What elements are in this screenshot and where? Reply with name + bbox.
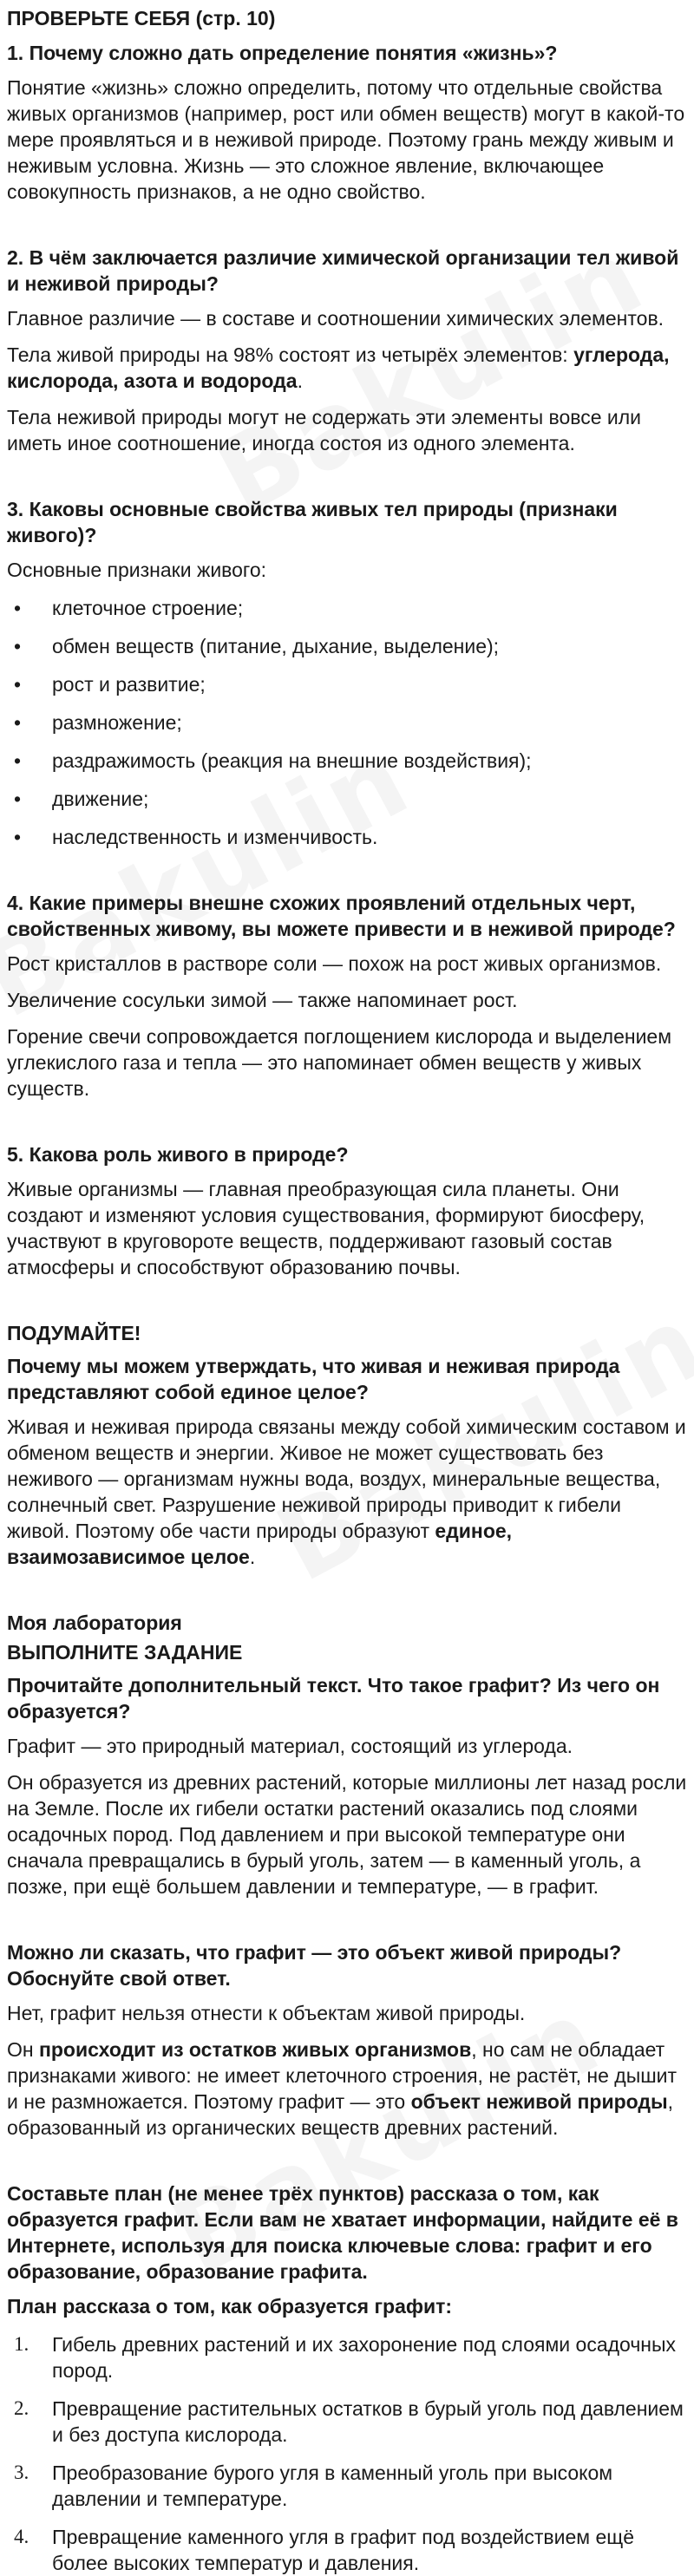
task-2-question: Можно ли сказать, что графит — это объект живой природы? Обоснуйте свой ответ.: [7, 1941, 622, 1990]
think-answer: [7, 1414, 687, 1570]
bold-text: происходит из остатков живых организмов: [38, 2038, 472, 2061]
task-2-answer-p2: [7, 2037, 687, 2141]
task-2-answer-p1: Нет, графит нельзя отнести к объектам живой природы.: [7, 2002, 526, 2024]
task-1-answer-p1: Графит — это природный материал, состоящий из углерода.: [7, 1735, 573, 1757]
list-item: • наследственность и изменчивость.: [7, 824, 687, 850]
signs-list: [7, 595, 687, 850]
task-3-question: Составьте план (не менее трёх пунктов) рассказа о том, как образуется графит. Если вам не хватает информации, найдите её в Интернете, используя для поиска ключевые слова: графит и его образование, образование графита.: [7, 2182, 678, 2283]
question-5: [7, 1141, 687, 1280]
text: Живая и неживая природа связаны между собой химическим составом и обменом веществ и энергии. Живое не может существовать без неживого — организмам нужны вода, воздух, минеральные вещества, солнечный свет. Разрушение неживой природы приводит к гибели живой. Поэтому обе части природы образуют: [7, 1415, 686, 1542]
list-text: Превращение каменного угля в графит под воздействием ещё более высоких температур и давления.: [52, 2526, 634, 2574]
question-3-title: 3. Каковы основные свойства живых тел природы (признаки живого)?: [7, 498, 618, 546]
plan-heading: План рассказа о том, как образуется графит:: [7, 2295, 453, 2318]
list-item: [7, 2524, 687, 2576]
text: , образованный из органических веществ древних растений.: [7, 2090, 674, 2139]
question-2: [7, 245, 687, 456]
question-2-answer-p3: Тела неживой природы могут не содержать эти элементы вовсе или иметь иное соотношение, иногда состоя из одного элемента.: [7, 406, 642, 454]
lab-heading: Моя лаборатория: [7, 1612, 182, 1634]
question-2-answer-p2: [7, 342, 687, 394]
list-text: Превращение растительных остатков в бурый уголь под давлением и без доступа кислорода.: [52, 2397, 684, 2446]
list-item: • клеточное строение;: [7, 595, 687, 621]
list-number: 2.: [14, 2397, 29, 2419]
list-number: 1.: [14, 2333, 29, 2355]
think-question: Почему мы можем утверждать, что живая и неживая природа представляют собой единое целое?: [7, 1355, 620, 1403]
question-4-answer-p2: Увеличение сосульки зимой — также напоминает рост.: [7, 989, 518, 1011]
list-item: • раздражимость (реакция на внешние воздействия);: [7, 748, 687, 774]
text: .: [249, 1546, 256, 1568]
question-3-intro: Основные признаки живого:: [7, 559, 266, 581]
task-3: [7, 2180, 687, 2576]
lab-section: [7, 1610, 687, 2576]
question-5-answer: Живые организмы — главная преобразующая сила планеты. Они создают и изменяют условия существования, формируют биосферу, участвуют в круговороте веществ, поддерживают газовый состав атмосферы и способствуют образованию почвы.: [7, 1178, 645, 1278]
task-heading: ВЫПОЛНИТЕ ЗАДАНИЕ: [7, 1641, 243, 1664]
list-item: [7, 2460, 687, 2512]
question-1-title: 1. Почему сложно дать определение понятия «жизнь»?: [7, 42, 558, 64]
question-2-title: 2. В чём заключается различие химической организации тел живой и неживой природы?: [7, 246, 679, 295]
text: Тела живой природы на 98% состоят из четырёх элементов:: [7, 343, 574, 366]
question-2-answer-p1: Главное различие — в составе и соотношении химических элементов.: [7, 307, 665, 330]
question-3: [7, 496, 687, 850]
question-4-answer-p1: Рост кристаллов в растворе соли — похож на рост живых организмов.: [7, 952, 662, 975]
task-1-answer-p2: Он образуется из древних растений, которые миллионы лет назад росли на Земле. После их гибели остатки растений оказались под слоями осадочных пород. Под давлением и при высокой температуре они сначала превращались в бурый уголь, затем — в каменный уголь, а позже, при ещё большем давлении и температуре, — в графит.: [7, 1771, 687, 1898]
question-4-answer-p3: Горение свечи сопровождается поглощением кислорода и выделением углекислого газа и тепла — это напоминает обмен веществ у живых существ.: [7, 1025, 672, 1100]
question-4-title: 4. Какие примеры внешне схожих проявлений отдельных черт, свойственных живому, вы можете привести и в неживой природе?: [7, 892, 676, 940]
question-4: [7, 890, 687, 1102]
list-text: Преобразование бурого угля в каменный уголь при высоком давлении и температуре.: [52, 2462, 613, 2510]
question-5-title: 5. Какова роль живого в природе?: [7, 1143, 349, 1166]
bold-text: углерода, кислорода, азота и водорода: [7, 343, 670, 392]
list-item: • размножение;: [7, 709, 687, 736]
list-item: [7, 2331, 687, 2383]
list-item: • обмен веществ (питание, дыхание, выделение);: [7, 633, 687, 659]
text: , но сам не обладает признаками живого: не имеет клеточного строения, не растёт, не дышит и не размножается. Поэтому графит — это: [7, 2038, 678, 2113]
list-item: • рост и развитие;: [7, 671, 687, 697]
question-1: [7, 40, 687, 205]
bold-text: единое, взаимозависимое целое: [7, 1520, 513, 1568]
list-number: 4.: [14, 2526, 29, 2547]
think-section: [7, 1320, 687, 1570]
think-heading: ПОДУМАЙТЕ!: [7, 1322, 141, 1344]
list-item: • движение;: [7, 786, 687, 812]
question-1-answer: Понятие «жизнь» сложно определить, потому что отдельные свойства живых организмов (например, рост или обмен веществ) могут в какой-то мере проявляться и в неживой природе. Поэтому грань между живым и неживым условна. Жизнь — это сложное явление, включающее совокупность признаков, а не одно свойство.: [7, 76, 685, 203]
list-text: Гибель древних растений и их захоронение под слоями осадочных пород.: [52, 2333, 677, 2382]
task-2: [7, 1939, 687, 2141]
list-item: [7, 2396, 687, 2448]
list-number: 3.: [14, 2462, 29, 2483]
page-heading: ПРОВЕРЬТЕ СЕБЯ (стр. 10): [7, 7, 276, 29]
task-1: [7, 1672, 687, 1899]
plan-list: [7, 2331, 687, 2576]
bold-text: объект неживой природы: [410, 2090, 668, 2113]
text: .: [297, 369, 303, 392]
task-1-question: Прочитайте дополнительный текст. Что такое графит? Из чего он образуется?: [7, 1674, 660, 1723]
text: Он: [7, 2038, 39, 2061]
